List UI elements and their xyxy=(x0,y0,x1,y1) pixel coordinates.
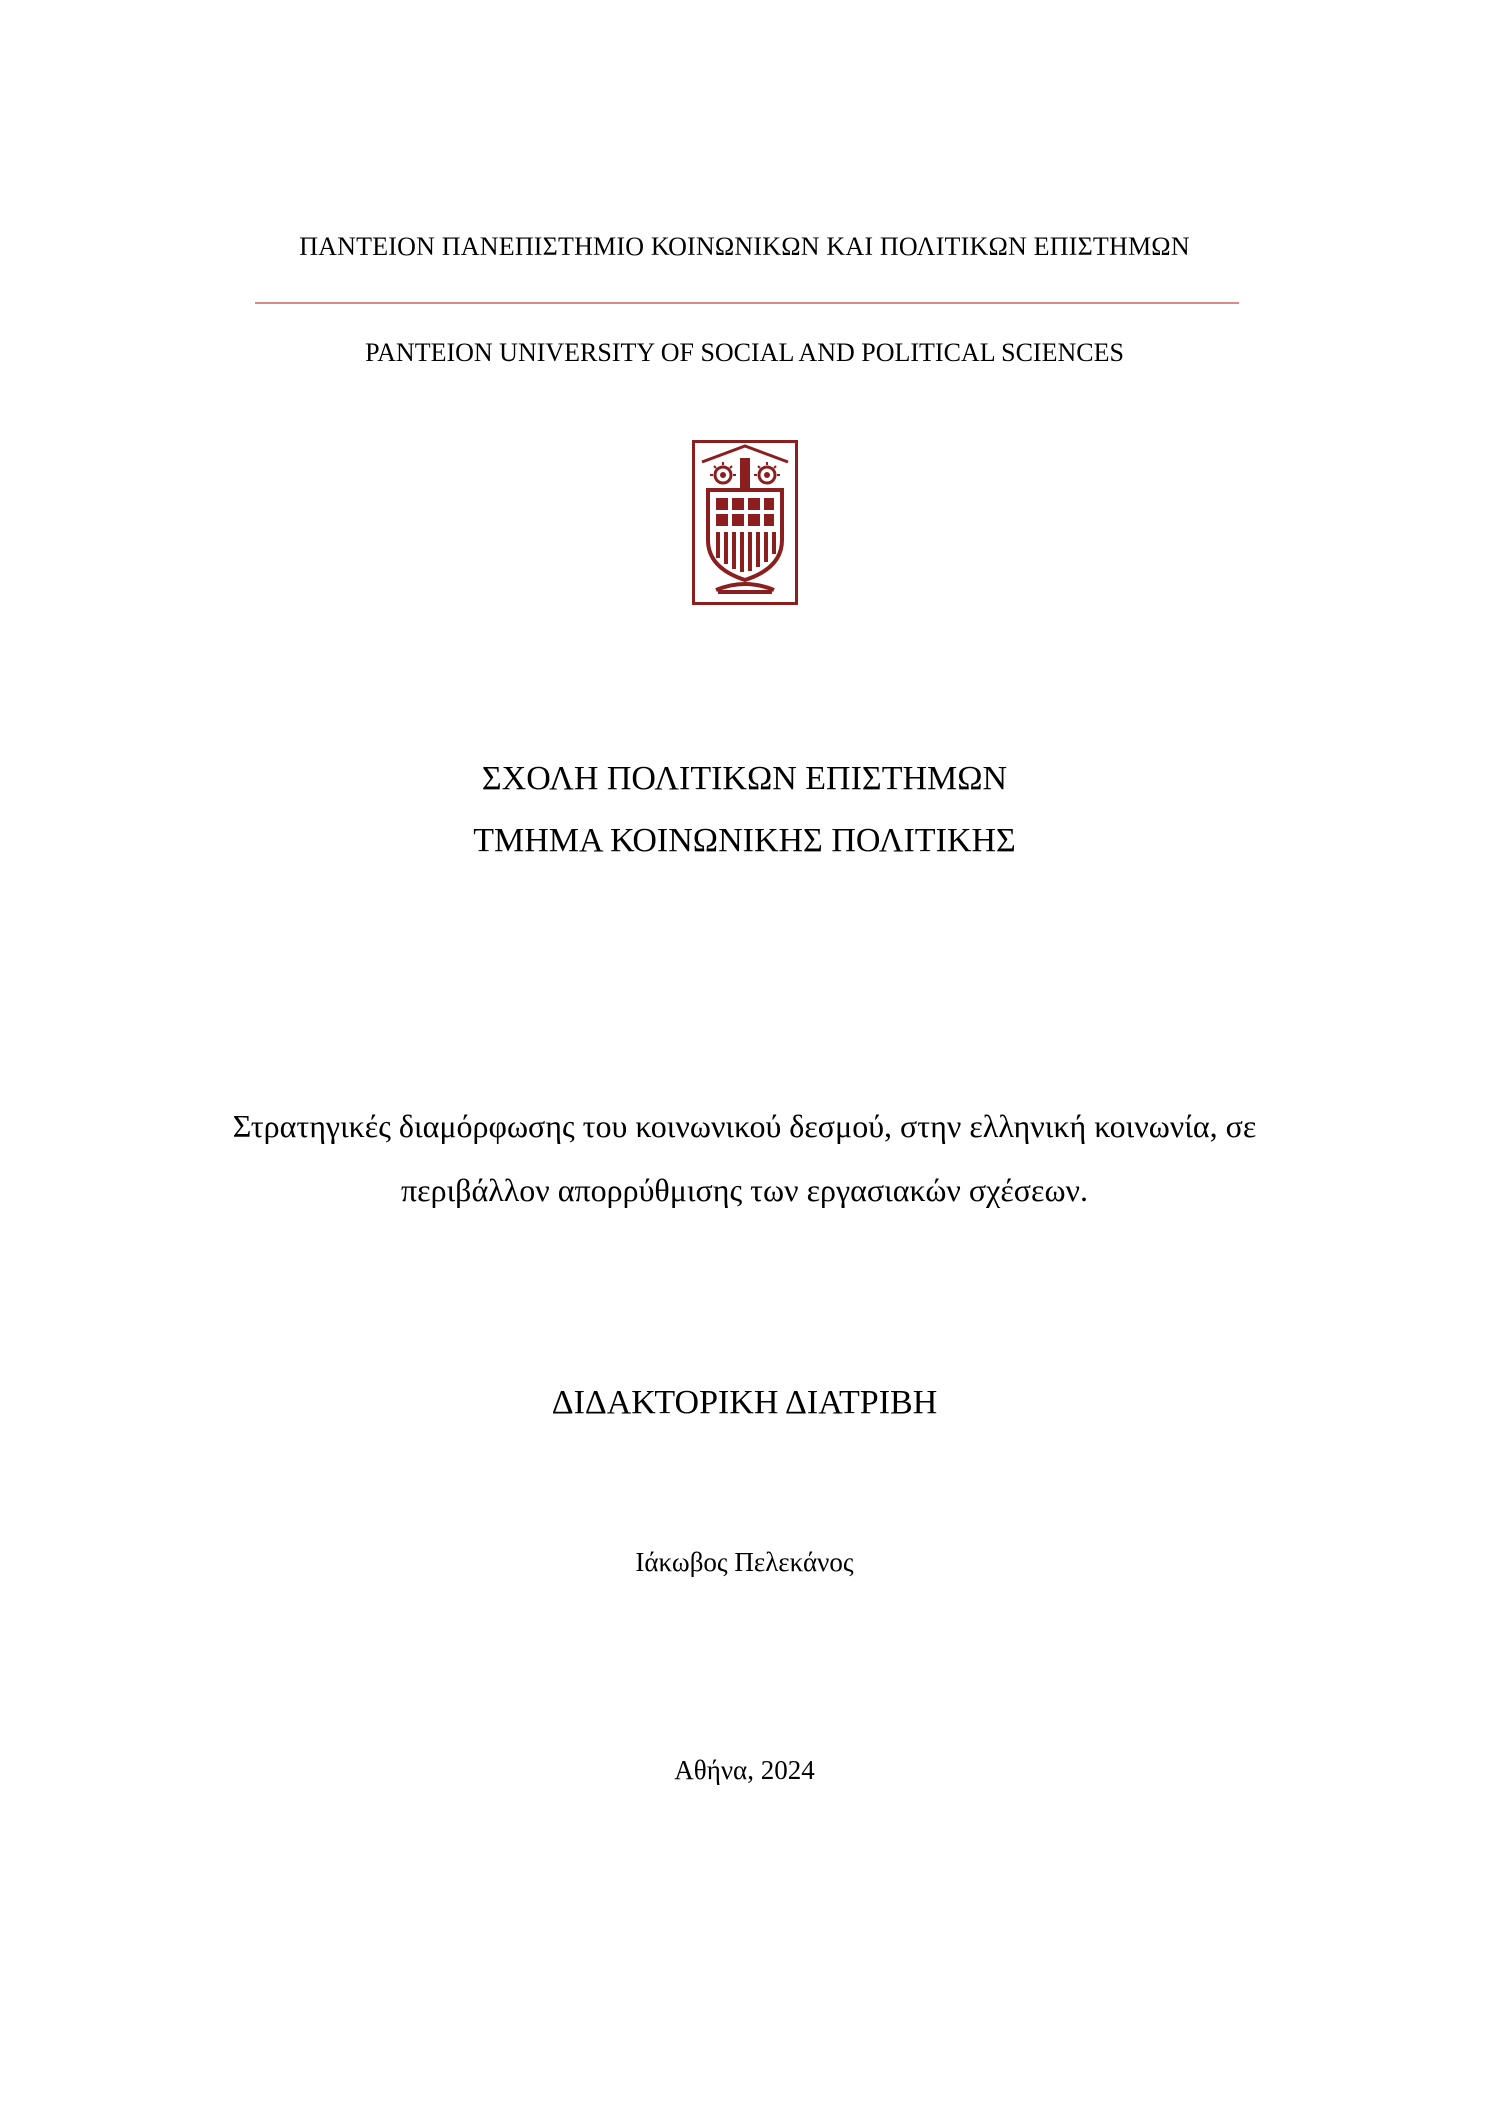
university-crest-icon xyxy=(692,440,798,605)
header-divider xyxy=(255,302,1239,304)
place-and-year: Αθήνα, 2024 xyxy=(674,1755,815,1785)
department-name: ΤΜΗΜΑ ΚΟΙΝΩΝΙΚΗΣ ΠΟΛΙΤΙΚΗΣ xyxy=(473,822,1016,859)
university-name-english: PANTEION UNIVERSITY OF SOCIAL AND POLITICAL SCIENCES xyxy=(365,338,1124,367)
thesis-title-line-1: Στρατηγικές διαμόρφωσης του κοινωνικού δεσμού, στην ελληνική κοινωνία, σε xyxy=(232,1108,1257,1144)
school-name: ΣΧΟΛΗ ΠΟΛΙΤΙΚΩΝ ΕΠΙΣΤΗΜΩΝ xyxy=(481,760,1008,797)
university-name-greek: ΠΑΝΤΕΙΟΝ ΠΑΝΕΠΙΣΤΗΜΙΟ ΚΟΙΝΩΝΙΚΩΝ ΚΑΙ ΠΟΛΙΤΙΚΩΝ ΕΠΙΣΤΗΜΩΝ xyxy=(299,232,1190,261)
thesis-title-line-2: περιβάλλον απορρύθμισης των εργασιακών σχέσεων. xyxy=(401,1172,1088,1208)
author-name: Ιάκωβος Πελεκάνος xyxy=(635,1547,854,1577)
document-type: ΔΙΔΑΚΤΟΡΙΚΗ ΔΙΑΤΡΙΒΗ xyxy=(551,1384,938,1421)
